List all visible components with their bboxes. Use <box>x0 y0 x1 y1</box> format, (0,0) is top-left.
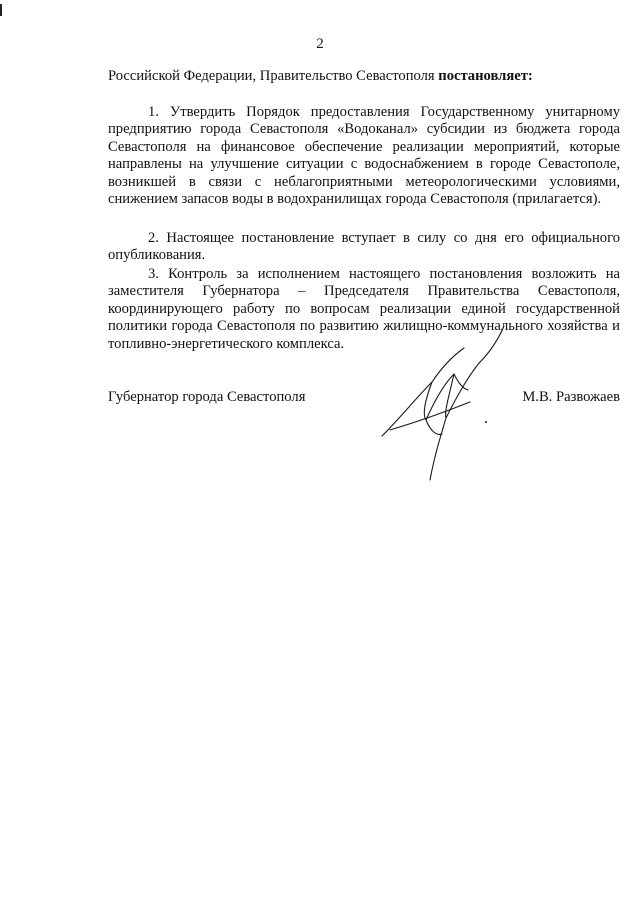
handwritten-signature <box>370 318 510 488</box>
scan-edge-mark <box>0 4 2 16</box>
intro-emphasis: постановляет: <box>438 68 533 84</box>
intro-line <box>108 68 620 85</box>
paragraph-2: 2. Настоящее постановление вступает в силу со дня его официального опубликования. <box>108 230 620 264</box>
intro-text: Российской Федерации, Правительство Севастополя <box>108 68 439 84</box>
paragraph-1: 1. Утвердить Порядок предоставления Государственному унитарному предприятию города Севастополя «Водоканал» субсидии из бюджета города Севастополя на финансовое обеспечение реализации мероприятий, которые направлены на улучшение ситуации с водоснабжением в городе Севастополе, возникшей в связи с неблагоприятными метеорологическими условиями, снижением запасов воды в водохранилищах города Севастополя (прилагается). <box>108 104 620 208</box>
signatory-name: М.В. Развожаев <box>522 389 620 405</box>
signatory-position: Губернатор города Севастополя <box>108 389 306 405</box>
page-number: 2 <box>316 36 324 52</box>
paragraph-3: 3. Контроль за исполнением настоящего постановления возложить на заместителя Губернатора – Председателя Правительства Севастополя, координирующего работу по вопросам реализации единой государственной политики города Севастополя по развитию жилищно-коммунального хозяйства и топливно-энергетического комплекса. <box>108 266 620 352</box>
